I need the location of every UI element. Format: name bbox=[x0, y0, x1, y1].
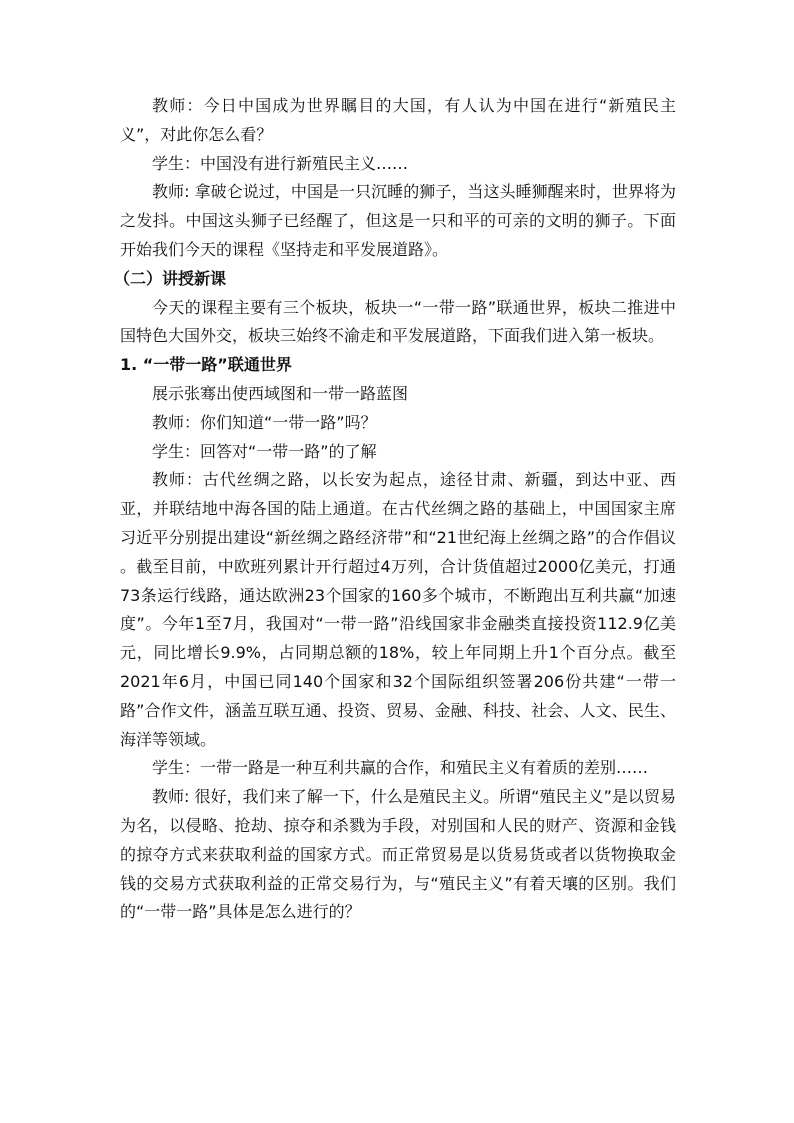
student-reply-paragraph: 学生：回答对“一带一路”的了解 bbox=[152, 441, 377, 461]
show-map-paragraph: 展示张骞出使西域图和一带一路蓝图 bbox=[152, 383, 409, 403]
teacher-ask-paragraph: 教师：你们知道“一带一路”吗？ bbox=[152, 412, 377, 432]
teacher-colonialism-paragraph: 教师: 很好，我们来了解一下，什么是殖民主义。所谓“殖民主义”是以贸易为名，以侵略、抢劫、掠夺和杀戮为手段，对别国和人民的财产、资源和金钱的掠夺方式来获取利益的国家方式。而正常贸易是以货易货或者以货物换取金钱的交易方式获取利益的正常交易行为，与“殖民主义”有着天壤的区别。我们的“一带一路”具体是怎么进行的？ bbox=[120, 787, 676, 922]
teacher-napoleon-paragraph: 教师: 拿破仑说过，中国是一只沉睡的狮子，当这头睡狮醒来时，世界将为之发抖。中国这头狮子已经醒了，但这是一只和平的可亲的文明的狮子。下面开始我们今天的课程《坚持走和平发展道路》。 bbox=[120, 182, 676, 259]
subsection-heading-belt-road: 1. “一带一路”联通世界 bbox=[120, 355, 292, 375]
student-answer-paragraph: 学生：中国没有进行新殖民主义…… bbox=[152, 153, 409, 173]
document-body bbox=[114, 92, 676, 927]
section-heading-new-lesson: （二）讲授新课 bbox=[114, 268, 227, 288]
lesson-overview-paragraph: 今天的课程主要有三个板块，板块一“一带一路”联通世界，板块二推进中国特色大国外交，板块三始终不渝走和平发展道路，下面我们进入第一板块。 bbox=[120, 297, 676, 346]
teacher-silk-road-paragraph: 教师：古代丝绸之路，以长安为起点，途径甘肃、新疆，到达中亚、西亚，并联结地中海各国的陆上通道。在古代丝绸之路的基础上，中国国家主席习近平分别提出建设“新丝绸之路经济带”和“21世纪海上丝绸之路”的合作倡议 。截至目前，中欧班列累计开行超过4万列，合计货值超过2000亿美元，打通73条运行线路，通达欧洲23个国家的160多个城市，不断跑出互利共赢“加速度”。今年1至7月，我国对“一带一路”沿线国家非金融类直接投资112.9亿美元，同比增长9.9%，占同期总额的18%，较上年同期上升1个百分点。截至2021年6月，中国已同140个国家和32个国际组织签署206份共建“一带一路”合作文件，涵盖互联互通、投资、贸易、金融、科技、社会、人文、民生、海洋等领域。 bbox=[120, 470, 676, 749]
student-cooperation-paragraph: 学生：一带一路是一种互利共赢的合作，和殖民主义有着质的差别…… bbox=[152, 758, 649, 778]
teacher-question-paragraph: 教师：今日中国成为世界瞩目的大国，有人认为中国在进行“新殖民主义”，对此你怎么看？ bbox=[120, 96, 676, 144]
